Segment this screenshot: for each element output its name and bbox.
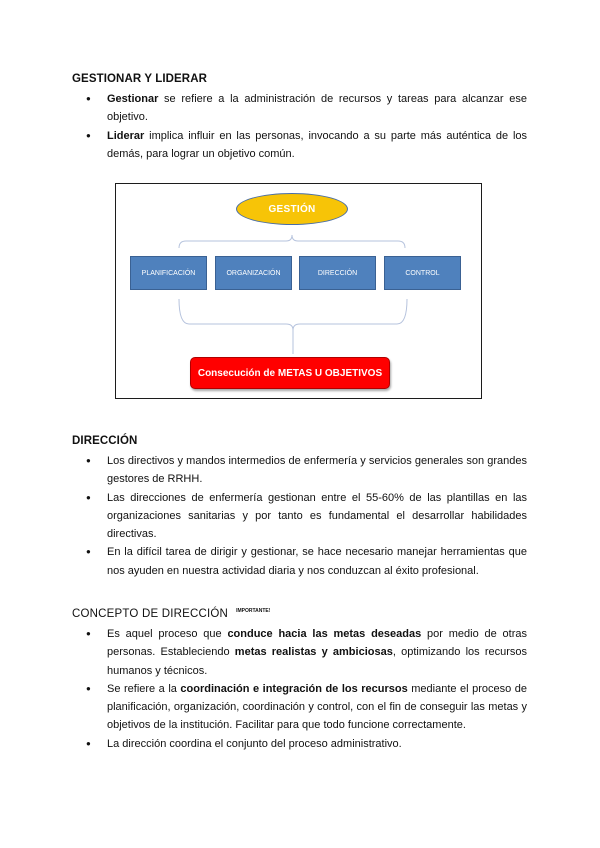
list-item: ● Los directivos y mandos intermedios de enfermería y servicios generales son grandes gestores de RRHH. (72, 452, 527, 489)
list-item (72, 680, 527, 735)
list-item (72, 625, 527, 680)
concepto-title-text: CONCEPTO DE DIRECCIÓN (72, 608, 229, 620)
list-item: ● La dirección coordina el conjunto del proceso administrativo. (72, 735, 527, 753)
list-item (72, 90, 527, 127)
section-title-gestionar-liderar: GESTIONAR Y LIDERAR (72, 73, 208, 85)
bullet-text: por medio de otras personas. Estableciendo (107, 628, 527, 659)
bold-term: coordinación e integración de los recursos (180, 682, 408, 695)
bottom-bracket (179, 299, 407, 330)
bullet-list-gestionar (72, 90, 527, 163)
box-direccion: DIRECCIÓN (299, 256, 376, 290)
management-diagram (115, 183, 482, 399)
bullet-text: se refiere a la administración de recursos y tareas para alcanzar ese objetivo. (107, 93, 527, 124)
box-planificacion: PLANIFICACIÓN (130, 256, 207, 290)
box-control: CONTROL (384, 256, 461, 290)
list-item: ● Las direcciones de enfermería gestionan entre el 55-60% de las plantillas en las organizaciones sanitarias y por tanto es fundamental el desarrollar habilidades directivas. (72, 489, 527, 544)
section-title-direccion: DIRECCIÓN (72, 435, 138, 447)
top-bracket (179, 235, 405, 248)
bold-term: metas realistas y ambiciosas (234, 646, 393, 659)
bullet-text: mediante el proceso de planificación, organización, coordinación y control, con el fin de conseguir las metas y objetivos de la institución. Facilitar para que todo funcione correctamente. (107, 682, 527, 732)
list-item (72, 127, 527, 164)
bold-term: conduce hacia las metas deseadas (227, 628, 422, 640)
bullet-text: Es aquel proceso que (107, 628, 228, 640)
importante-tag: IMPORTANTE! (236, 608, 271, 614)
bullet-text: implica influir en las personas, invocando a su parte más auténtica de los demás, para lograr un objetivo común. (107, 129, 527, 160)
bullet-text: , optimizando los recursos humanos y técnicos. (107, 646, 528, 677)
gestion-ellipse: GESTIÓN (236, 193, 348, 225)
bold-term: Gestionar (107, 93, 159, 105)
bold-term: Liderar (107, 129, 145, 142)
bullet-list-concepto (72, 625, 527, 753)
result-box: Consecución de METAS U OBJETIVOS (190, 357, 390, 389)
section-title-concepto (72, 608, 270, 620)
bullet-list-direccion (72, 452, 527, 580)
bullet-text: Se refiere a la (107, 682, 181, 695)
list-item: ● En la difícil tarea de dirigir y gestionar, se hace necesario manejar herramientas que nos ayuden en nuestra actividad diaria y nos conduzcan al éxito profesional. (72, 543, 527, 580)
box-organizacion: ORGANIZACIÓN (215, 256, 292, 290)
